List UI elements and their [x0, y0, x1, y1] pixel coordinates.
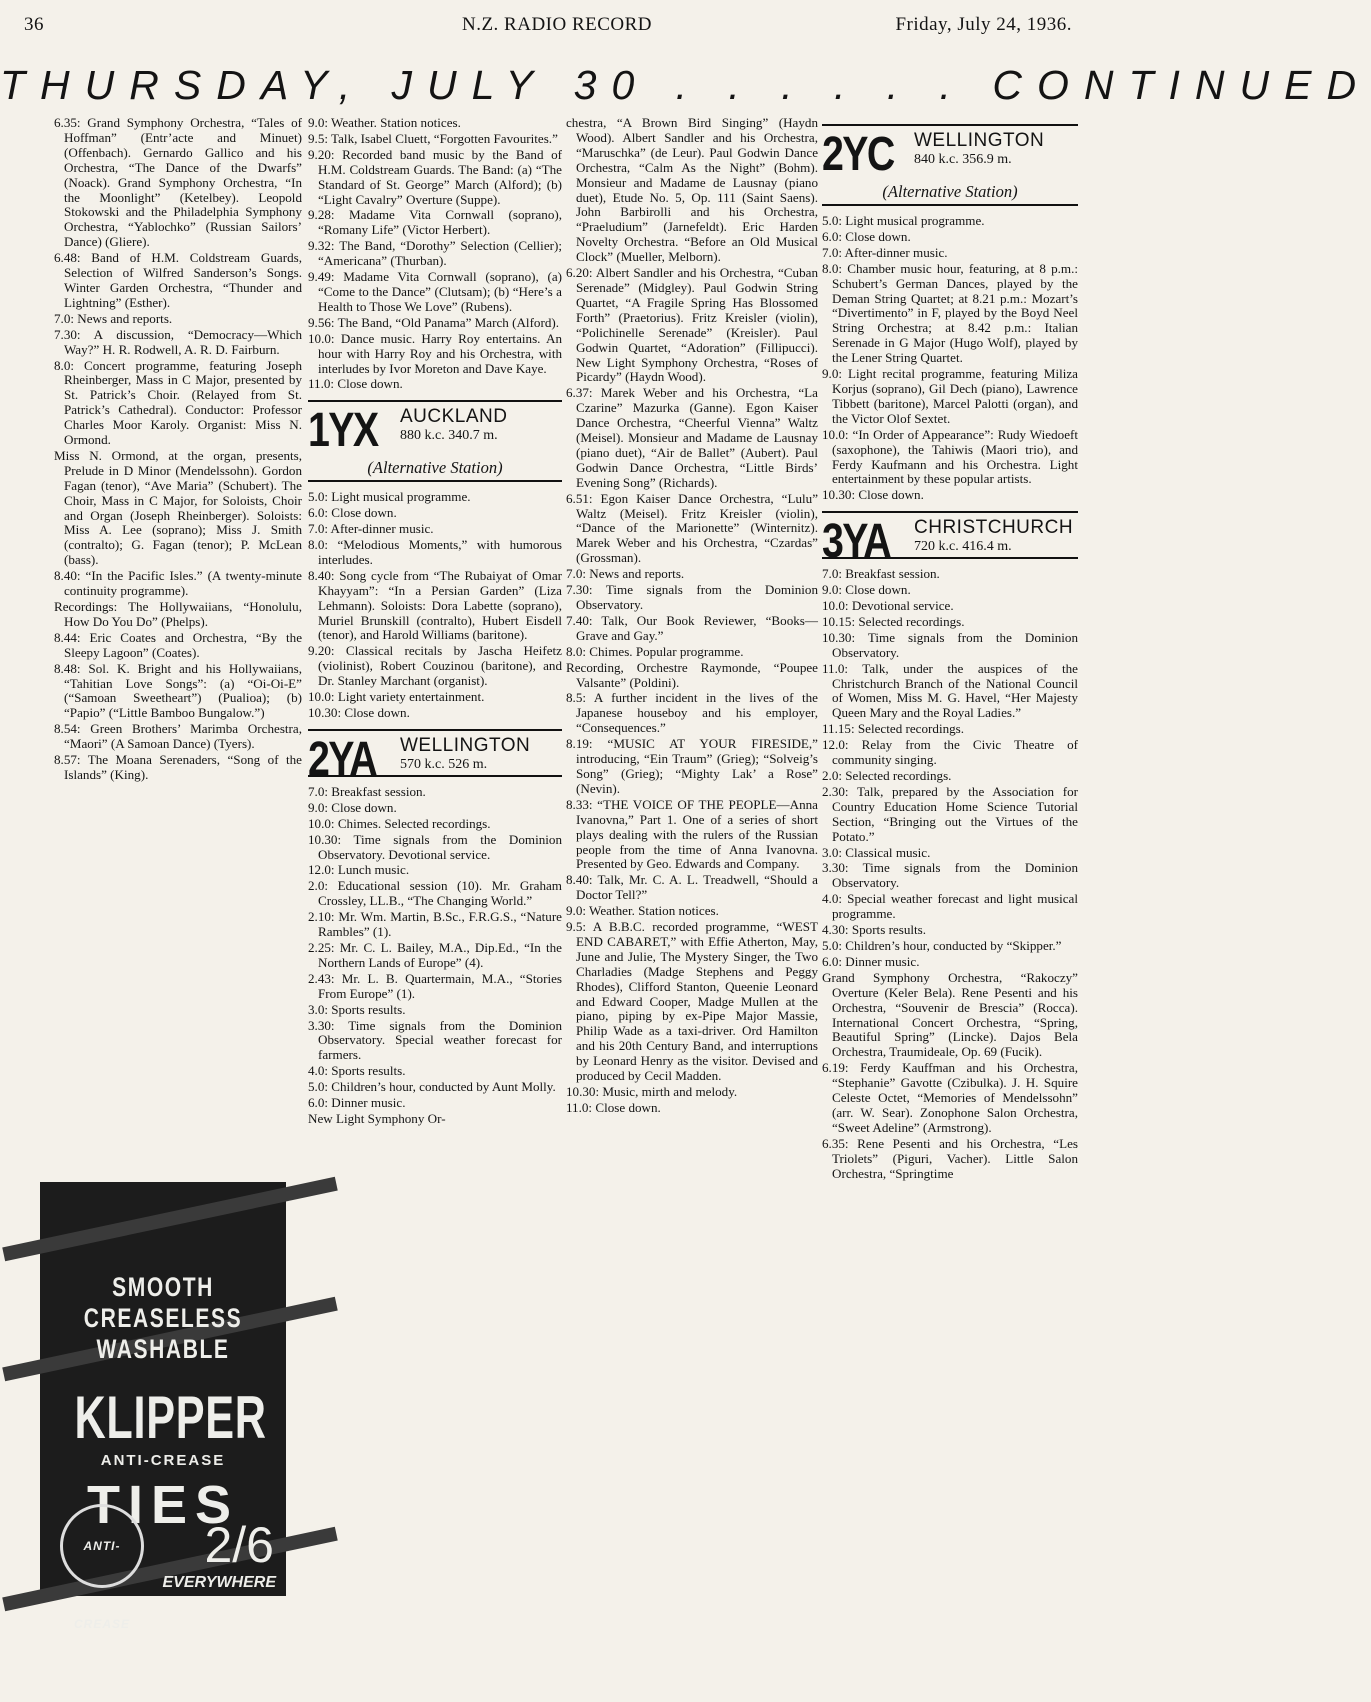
- programme-entry: 7.0: News and reports.: [566, 566, 685, 582]
- programme-entry: 10.30: Music, mirth and melody.: [566, 1084, 738, 1099]
- page-header: [0, 6, 1114, 40]
- programme-entry: 10.30: Time signals from the Dominion Observatory. Devotional service.: [308, 831, 562, 862]
- column-1: [54, 116, 302, 784]
- station-frequency: 570 k.c. 526 m.: [400, 756, 488, 772]
- programme-entry: 8.40: “In the Pacific Isles.” (A twenty-minute continuity programme).: [54, 568, 302, 599]
- programme-entry: 8.19: “MUSIC AT YOUR FIRESIDE,” introducing, “Ein Traum” (Grieg); “Solveig’s Song” (Grieg); “Mighty Lak’ a Rose” (Nevin).: [566, 736, 818, 796]
- programme-entry: 7.0: News and reports.: [54, 310, 173, 326]
- programme-entry: 4.0: Special weather forecast and light musical programme.: [822, 891, 1078, 922]
- station-header-2yc: [822, 124, 1078, 206]
- programme-entry: 10.0: Devotional service.: [822, 598, 954, 614]
- programme-entry: 3.0: Sports results.: [308, 1001, 406, 1017]
- programme-entry: 6.0: Close down.: [308, 505, 397, 521]
- programme-entry: 7.40: Talk, Our Book Reviewer, “Books—Grave and Gay.”: [566, 612, 818, 643]
- programme-entry: 10.0: Dance music. Harry Roy entertains. An hour with Harry Roy and his Orchestra, with interludes by Ivor Moreton and Dave Kaye.: [308, 330, 562, 376]
- programme-entry: 11.0: Talk, under the auspices of the Christchurch Branch of the National Council of Women, Miss M. G. Havel, “Her Majesty Queen Mary and the Royal Ladies.”: [822, 660, 1078, 721]
- station-city: AUCKLAND: [400, 406, 508, 428]
- programme-entry: 3.0: Classical music.: [822, 844, 931, 860]
- programme-entry: 7.0: Breakfast session.: [308, 783, 426, 799]
- ad-logo: [60, 1504, 144, 1631]
- ad-stripe: [2, 1527, 337, 1611]
- ad-badge: ANTI-CREASE: [73, 1539, 130, 1631]
- programme-entry: 8.5: A further incident in the lives of the Japanese houseboy and his employer, “Consequences.”: [566, 690, 818, 736]
- station-frequency: 880 k.c. 340.7 m.: [400, 428, 498, 444]
- programme-entry: 8.40: Talk, Mr. C. A. L. Treadwell, “Should a Doctor Tell?”: [566, 872, 818, 903]
- programme-entry: 9.0: Weather. Station notices.: [566, 903, 719, 919]
- programme-entry: Recording, Orchestre Raymonde, “Poupee Valsante” (Poldini).: [566, 659, 818, 690]
- station-callsign: 1YX: [308, 404, 378, 458]
- programme-entry: 8.33: “THE VOICE OF THE PEOPLE—Anna Ivanovna,” Part 1. One of a series of short plays dealing with the rulers of the Russian people from the time of Anna Ivanovna. Presented by Geo. Edwards and Company.: [566, 796, 818, 872]
- programme-entry: 2.0: Selected recordings.: [822, 768, 952, 783]
- programme-entry: 2.25: Mr. C. L. Bailey, M.A., Dip.Ed., “In the Northern Lands of Europe” (4).: [308, 939, 562, 970]
- programme-entry: 8.0: Concert programme, featuring Joseph Rheinberger, Mass in C Major, presented by St. Patrick’s Choir. (Relayed from St. Patrick’s Cathedral). Conductor: Professor Charles Moor Karoly. Organist: Miss N. Ormond.: [54, 357, 302, 448]
- programme-entry: 6.0: Close down.: [822, 228, 911, 244]
- station-header-3ya: [822, 511, 1078, 569]
- ad-tagline: SMOOTH CREASELESS WASHABLE: [83, 1272, 243, 1364]
- ad-product: TIES: [86, 1475, 240, 1535]
- programme-entry: 9.49: Madame Vita Cornwall (soprano), (a) “Come to the Dance” (Clutsam); (b) “Here’s a Health to Those We Love” (Rubens).: [308, 269, 562, 314]
- programme-entry: New Light Symphony Or-: [308, 1110, 446, 1126]
- programme-entry: 10.30: Close down.: [822, 487, 924, 503]
- programme-entry: 6.0: Dinner music.: [308, 1095, 406, 1111]
- ad-subtag: ANTI-CREASE: [100, 1452, 226, 1469]
- programme-entry: 9.5: A B.B.C. recorded programme, “WEST END CABARET,” with Effie Atherton, May, June and Julie, The Mystery Singer, the Two Charladies (Madge Stephens and Peggy Rhodes), Clifford Stanton, Queenie Leonard and Edward Cooper, Madge Mullen at the piano, piping by ex-Pipe Major Massie, Philip Wade as a taxi-driver. Ord Hamilton and his 20th Century Band, and interruptions by Leonard Henry as the visitor. Devised and produced by Cecil Madden.: [566, 919, 818, 1084]
- programme-entry: Recordings: The Hollywaiians, “Honolulu, How Do You Do” (Phelps).: [54, 599, 302, 629]
- programme-entry: 8.54: Green Brothers’ Marimba Orchestra, “Maori” (A Samoan Dance) (Tyers).: [54, 721, 302, 752]
- programme-entry: 4.0: Sports results.: [308, 1063, 406, 1079]
- programme-entry: 2.43: Mr. L. B. Quartermain, M.A., “Stories From Europe” (1).: [308, 970, 562, 1001]
- programme-entry: 8.0: Chimes. Popular programme.: [566, 643, 744, 659]
- station-city: WELLINGTON: [914, 130, 1045, 151]
- page-number: 36: [24, 14, 44, 35]
- masthead: N.Z. RADIO RECORD: [461, 14, 653, 35]
- programme-entry: 8.0: Chamber music hour, featuring, at 8 p.m.: Schubert’s German Dances, played by the Deman String Quartet; at 8.21 p.m.: Mozart’s “Divertimento” in F, played by the Boyd Neel String Orchestra; at 8.42 p.m.: Italian Serenade in G Major (Hugo Wolf), played by the Lener String Quartet.: [822, 260, 1078, 366]
- programme-entry: 7.30: Time signals from the Dominion Observatory.: [566, 582, 818, 612]
- programme-entry: 6.35: Rene Pesenti and his Orchestra, “Les Triolets” (Piguri, Vacher). Little Salon Orchestra, “Springtime: [822, 1135, 1078, 1181]
- programme-entry: 9.0: Close down.: [822, 582, 911, 598]
- programme-entry: 7.0: After-dinner music.: [822, 244, 948, 260]
- programme-entry: 5.0: Light musical programme.: [822, 213, 985, 228]
- ad-brand: KLIPPER: [74, 1384, 267, 1451]
- programme-entry: 5.0: Children’s hour, conducted by “Skipper.”: [822, 937, 1062, 953]
- programme-entry: 9.0: Light recital programme, featuring Miliza Korjus (soprano), Gil Dech (piano), Lawrence Tibbett (baritone), Marcel Palotti (organ), and the Victor Olof Sextet.: [822, 366, 1078, 426]
- programme-entry: Miss N. Ormond, at the organ, presents, Prelude in D Minor (Mendelssohn). Gordon Fagan (tenor), “Ave Maria” (Schubert). The Choir, Mass in C Major, for Soloists, Choir and Organ (Joseph Rheinberger). Soloists: Miss A. Lee (soprano); Miss J. Smith (contralto); G. Fagan (tenor); P. McLean (bass).: [54, 447, 302, 568]
- station-callsign: 2YA: [308, 732, 377, 786]
- programme-entry: 6.35: Grand Symphony Orchestra, “Tales of Hoffman” (Entr’acte and Minuet) (Offenbach). Gernardo Gallico and his Orchestra, “The Dance of the Dwarfs” (Noack). Grand Symphony Orchestra, “In the Moonlight” (Ketelbey). Leopold Stokowski and the Philadelphia Symphony Orchestra, “Yablochko” (Russian Sailors’ Dance) (Gliere).: [54, 115, 302, 250]
- programme-entry: 6.20: Albert Sandler and his Orchestra, “Cuban Serenade” (Midgley). Paul Godwin String Quartet, “A Fragile Spring Has Blossomed Forth” (Praetorius). Fritz Kreisler (violin), “Polichinelle Serenade” (Kreisler). Paul Godwin Quartet, “Adoration” (Fillipucci). New Light Symphony Orchestra, “Roses of Picardy” (Haydn Wood).: [566, 265, 818, 385]
- ad-price: 2/6: [204, 1517, 274, 1573]
- station-callsign: 2YC: [822, 128, 894, 181]
- programme-entry: 9.0: Close down.: [308, 799, 397, 815]
- programme-entry: 9.20: Recorded band music by the Band of H.M. Coldstream Guards. The Band: (a) “The Standard of St. George” March (Alford); (b) “Light Cavalry” Overture (Suppe).: [308, 146, 562, 207]
- programme-entry: 11.15: Selected recordings.: [822, 721, 965, 737]
- programme-entry: Grand Symphony Orchestra, “Rakoczy” Overture (Keler Bela). Rene Pesenti and his Orchestra, “Souvenir de Brescia” (Rocca). International Concert Orchestra, “Spring, Beautiful Spring” (Lincke). Dajos Bela Orchestra, Traumideale, Op. 69 (Fucik).: [822, 969, 1078, 1060]
- programme-entry: 9.56: The Band, “Old Panama” March (Alford).: [308, 314, 560, 330]
- programme-entry: 6.51: Egon Kaiser Dance Orchestra, “Lulu” Waltz (Meisel). Fritz Kreisler (violin), “Dance of the Marionette” (Winternitz). Marek Weber and his Orchestra, “Czardas” (Grossman).: [566, 490, 818, 566]
- programme-entry: 2.30: Talk, prepared by the Association for Country Education Home Science Tutorial Section, “Bringing out the Virtues of the Potato.”: [822, 783, 1078, 844]
- programme-entry: 10.30: Time signals from the Dominion Observatory.: [822, 629, 1078, 660]
- programme-entry: 7.0: After-dinner music.: [308, 521, 434, 537]
- programme-entry: 6.0: Dinner music.: [822, 953, 920, 969]
- page-title: THURSDAY, JULY 30 . . . . . . CONTINUED: [0, 62, 1371, 108]
- programme-entry: 7.30: A discussion, “Democracy—Which Way?” H. R. Rodwell, A. R. D. Fairburn.: [54, 326, 302, 357]
- programme-entry: 8.57: The Moana Serenaders, “Song of the Islands” (King).: [54, 752, 302, 782]
- programme-entry: 9.28: Madame Vita Cornwall (soprano), “Romany Life” (Victor Herbert).: [308, 207, 562, 238]
- station-header-2ya: [308, 729, 562, 786]
- programme-entry: 2.0: Educational session (10). Mr. Graham Crossley, LL.B., “The Changing World.”: [308, 878, 562, 909]
- programme-entry: 6.48: Band of H.M. Coldstream Guards, Selection of Wilfred Sanderson’s Songs. Winter Garden Orchestra, “Thunder and Lightning” (Esther).: [54, 250, 302, 310]
- programme-entry: 7.0: Breakfast session.: [822, 566, 940, 582]
- ad-footer: EVERYWHERE: [162, 1574, 276, 1591]
- programme-entry: 4.30: Sports results.: [822, 922, 927, 938]
- station-note: (Alternative Station): [367, 458, 503, 478]
- programme-entry: 8.44: Eric Coates and Orchestra, “By the Sleepy Lagoon” (Coates).: [54, 629, 302, 660]
- programme-entry: chestra, “A Brown Bird Singing” (Haydn Wood). Albert Sandler and his Orchestra, “Maruschka” (de Leur). Paul Godwin Dance Orchestra, “Calm As the Night” (Bohm). Monsieur and Madame de Lausnay (piano duet), Etude No. 5, Op. 111 (Saint Saens). John Barbirolli and his Orchestra, “Praeludium” (Jarnefeldt). Eric Harden Novelty Orchestra. “Before an Old Musical Clock” (Mueller, Melborn).: [566, 115, 818, 265]
- programme-entry: 3.30: Time signals from the Dominion Observatory. Special weather forecast for farmers.: [308, 1017, 562, 1063]
- column-2: [308, 116, 562, 1128]
- programme-entry: 8.48: Sol. K. Bright and his Hollywaiians, “Tahitian Love Songs”: (a) “Oi-Oi-E” (“Samoan Sweetheart”) (Pualioa); (b) “Papio” (“Little Bamboo Bungalow.”): [54, 660, 302, 721]
- programme-entry: 8.0: “Melodious Moments,” with humorous interludes.: [308, 537, 562, 567]
- column-3: [566, 116, 818, 1117]
- station-frequency: 720 k.c. 416.4 m.: [914, 539, 1012, 555]
- station-city: WELLINGTON: [400, 734, 531, 756]
- programme-entry: 12.0: Relay from the Civic Theatre of community singing.: [822, 737, 1078, 768]
- station-callsign: 3YA: [822, 515, 891, 569]
- programme-entry: 5.0: Light musical programme.: [308, 489, 471, 505]
- programme-entry: 10.30: Close down.: [308, 705, 410, 720]
- station-city: CHRISTCHURCH: [914, 517, 1074, 539]
- programme-entry: 9.0: Weather. Station notices.: [308, 115, 461, 130]
- programme-entry: 9.20: Classical recitals by Jascha Heifetz (violinist), Robert Couzinou (baritone), and Dr. Stanley Marchant (organist).: [308, 643, 562, 689]
- column-4: [822, 116, 1078, 1182]
- programme-entry: 6.19: Ferdy Kauffman and his Orchestra, “Stephanie” Gavotte (Czibulka). J. H. Squire Celeste Octet, “Memories of Mendelssohn” (arr. W. Sear). Zonophone Salon Orchestra, “Sweet Adeline” (Armstrong).: [822, 1060, 1078, 1135]
- programme-entry: 10.0: “In Order of Appearance”: Rudy Wiedoeft (saxophone), the Tahiwis (Maori trio), and Ferdy Kaufmann and his Orchestra. Light entertainment by these popular artists.: [822, 426, 1078, 487]
- programme-entry: 5.0: Children’s hour, conducted by Aunt Molly.: [308, 1079, 556, 1095]
- programme-entry: 11.0: Close down.: [566, 1099, 661, 1115]
- klipper-ties-advertisement: [40, 1182, 286, 1631]
- station-frequency: 840 k.c. 356.9 m.: [914, 152, 1012, 167]
- station-header-1yx: [308, 400, 562, 482]
- programme-entry: 12.0: Lunch music.: [308, 862, 410, 878]
- programme-entry: 10.15: Selected recordings.: [822, 613, 965, 629]
- programme-entry: 9.32: The Band, “Dorothy” Selection (Cellier); “Americana” (Thurban).: [308, 238, 562, 269]
- programme-entry: 8.40: Song cycle from “The Rubaiyat of Omar Khayyam”: “In a Persian Garden” (Liza Lehmann). Soloists: Dora Labette (soprano), Muriel Brunskill (contralto), Hubert Eisdell (tenor), and Harold Williams (baritone).: [308, 567, 562, 643]
- programme-entry: 2.10: Mr. Wm. Martin, B.Sc., F.R.G.S., “Nature Rambles” (1).: [308, 909, 562, 940]
- ad-stripe: [2, 1177, 337, 1261]
- programme-entry: 3.30: Time signals from the Dominion Observatory.: [822, 860, 1078, 891]
- programme-entry: 9.5: Talk, Isabel Cluett, “Forgotten Favourites.”: [308, 130, 558, 146]
- programme-entry: 10.0: Light variety entertainment.: [308, 689, 485, 705]
- programme-entry: 10.0: Chimes. Selected recordings.: [308, 815, 491, 831]
- programme-entry: 11.0: Close down.: [308, 376, 403, 392]
- issue-date: Friday, July 24, 1936.: [895, 14, 1072, 35]
- programme-entry: 6.37: Marek Weber and his Orchestra, “La Czarine” Mazurka (Ganne). Egon Kaiser Dance Orchestra, “Cheerful Vienna” Waltz (Meisel). Monsieur and Madame de Lausnay (piano duet), “Air de Ballet” (Aubert). Paul Godwin Dance Orchestra, “Little Birds’ Evening Song” (Richards).: [566, 385, 818, 490]
- station-note: (Alternative Station): [882, 182, 1018, 201]
